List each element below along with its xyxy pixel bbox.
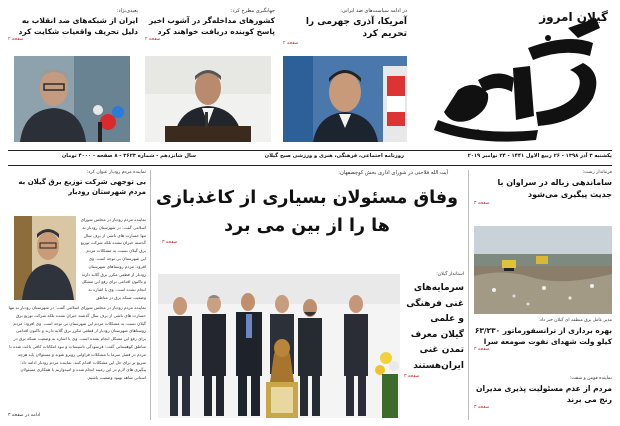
top-story-2[interactable] bbox=[145, 8, 275, 56]
top-story-1-page: صفحه ۲ bbox=[283, 41, 299, 46]
right-story-2[interactable] bbox=[474, 318, 612, 372]
column-rule-right bbox=[468, 170, 469, 420]
left-story-continued: ادامه در صفحه ۳ bbox=[8, 413, 41, 418]
main-story-kicker: آیت الله فلاحتی در شورای اداری بخش کوچصفهان: bbox=[338, 170, 448, 176]
culture-box[interactable] bbox=[404, 272, 464, 420]
top-story-2-page: صفحه ۲ bbox=[145, 37, 161, 42]
dateline-bar bbox=[8, 152, 612, 164]
left-story-headline[interactable]: بی توجهی شرکت توزیع برق گیلان به مردم شهرستان رودبار bbox=[18, 178, 146, 196]
top-story-1-kicker: در ادامه سیاست‌های ضد ایرانی: bbox=[340, 8, 407, 14]
photo-mp-rudbar bbox=[14, 216, 76, 300]
right-story-1-page: صفحه ۳ bbox=[474, 201, 490, 206]
top-story-3-headline[interactable]: ایران از شبکه‌های ضد انقلاب به دلیل تحریف واقعیات شکایت کرد bbox=[18, 16, 138, 36]
top-story-1[interactable] bbox=[283, 8, 407, 56]
dateline-tagline: روزنامه اجتماعی، فرهنگی، هنری و ورزشی صبح گیلان bbox=[264, 153, 404, 159]
main-story[interactable] bbox=[152, 170, 462, 266]
right-story-1[interactable] bbox=[474, 170, 612, 224]
top-story-3[interactable] bbox=[8, 8, 138, 56]
masthead-logo bbox=[418, 8, 614, 148]
right-story-3[interactable] bbox=[474, 376, 612, 422]
left-story-kicker: نماینده مردم رودبار عنوان کرد: bbox=[86, 170, 146, 175]
right-story-1-headline[interactable]: ساماندهی زباله در سراوان با جدیت پیگیری می‌شود bbox=[497, 178, 612, 199]
dateline-top-rule bbox=[8, 150, 612, 151]
right-story-2-headline[interactable]: بهره برداری از ترانسفورماتور ۶۳/۲۳۰ کیلو ولت شهدای نفوت صومعه سرا bbox=[474, 326, 612, 346]
photo-ambassador bbox=[14, 56, 130, 142]
photo-vice-president bbox=[145, 56, 271, 142]
right-story-2-page: صفحه ۳ bbox=[474, 347, 490, 352]
photo-landfill bbox=[474, 226, 612, 314]
photo-officials-group bbox=[158, 274, 400, 418]
right-story-3-page: صفحه ۳ bbox=[474, 405, 490, 410]
dateline-bottom-rule bbox=[8, 165, 612, 166]
right-story-2-kicker: مدیر عامل برق منطقه ای گیلان خبر داد: bbox=[538, 318, 612, 323]
logo-text: گیلان امروز bbox=[539, 10, 608, 24]
left-story-body: نماینده مردم رودبار در مجلس شورای اسلامی گفت: در شهرستان رودبار نه تنها خسارت های ناشی از برف سال گذشته جبران نشده بلکه شرکت توزیع برق گیلان نسبت به مشکلات مردم این شهرستان بی توجه است. وی افزود: مردم روستاهای شهرستان رودبار از قطعی مکرر برق گلایه دارند و تاکنون اقدامی برای رفع این مشکل انجام نشده است. وی با اشاره به وضعیت شبکه برق در مناطق bbox=[80, 217, 146, 300]
right-story-3-headline[interactable]: مردم از عدم مسئولیت پذیری مدیران رنج می برند bbox=[475, 384, 612, 404]
culture-box-page: صفحه ۳ bbox=[404, 374, 420, 379]
left-story-body-continued: نماینده مردم رودبار در مجلس شورای اسلامی گفت: در شهرستان رودبار نه تنها خسارت های ناشی از برف سال گذشته جبران نشده بلکه شرکت توزیع برق گیلان نسبت به مشکلات مردم این شهرستان بی توجه است. وی افزود: مردم روستاهای شهرستان رودبار از قطعی مکرر برق گلایه دارند و تاکنون اقدامی برای رفع این مشکل انجام نشده است. وی با اشاره به وضعیت شبکه برق در مناطق کوهستانی گفت: فرسودگی تاسیسات و نبود امکانات کافی باعث شده تا مردم در فصل سرما با مشکلات فراوانی روبرو شوند و مسئولان باید هرچه سریع تر برای حل این مشکلات اقدام کنند. نماینده مردم رودبار ادامه داد: پیگیری های لازم در این زمینه انجام شده و امیدواریم با همکاری مسئولان استانی شاهد بهبود وضعیت باشیم. bbox=[8, 305, 146, 381]
top-story-3-page: صفحه ۲ bbox=[8, 37, 24, 42]
top-story-2-headline[interactable]: کشورهای مداخله‌گر در آشوب اخیر پاسخ کوبنده دریافت خواهند کرد bbox=[149, 16, 275, 36]
right-story-3-kicker: نماینده فومن و شفت: bbox=[569, 376, 612, 381]
photo-minister bbox=[283, 56, 407, 142]
top-story-3-kicker: بعیدی‌نژاد: bbox=[116, 8, 138, 14]
dateline-issue: سال شانزدهم - شماره ۳۶۲۳ - ۸ صفحه - ۴۰۰۰ تومان bbox=[61, 153, 196, 159]
top-story-1-headline[interactable]: آمریکا، آذری جهرمی را تحریم کرد bbox=[305, 17, 407, 39]
culture-box-headline[interactable]: سرمایه‌های غنی فرهنگی و علمی گیلان معرف تمدن غنی ایران‌هستند bbox=[406, 283, 464, 371]
main-story-page: صفحه ۳ bbox=[162, 240, 178, 245]
left-story[interactable] bbox=[8, 170, 146, 420]
column-rule-left bbox=[150, 170, 151, 420]
logo-calligraphy bbox=[418, 8, 614, 148]
top-story-2-kicker: جهانگیری مطرح کرد: bbox=[230, 8, 275, 14]
culture-box-kicker: استاندار گیلان: bbox=[436, 272, 464, 277]
dateline-date: یکشنبه ۳ آذر ۱۳۹۸ - ۲۶ ربیع الاول ۱۴۴۱ - ۲۴ نوامبر ۲۰۱۹ bbox=[467, 153, 612, 159]
right-story-1-kicker: فرماندار رشت: bbox=[582, 170, 612, 175]
main-story-headline[interactable]: وفاق مسئولان بسیاری از کاغذبازی ها را از بین می برد bbox=[156, 188, 458, 236]
